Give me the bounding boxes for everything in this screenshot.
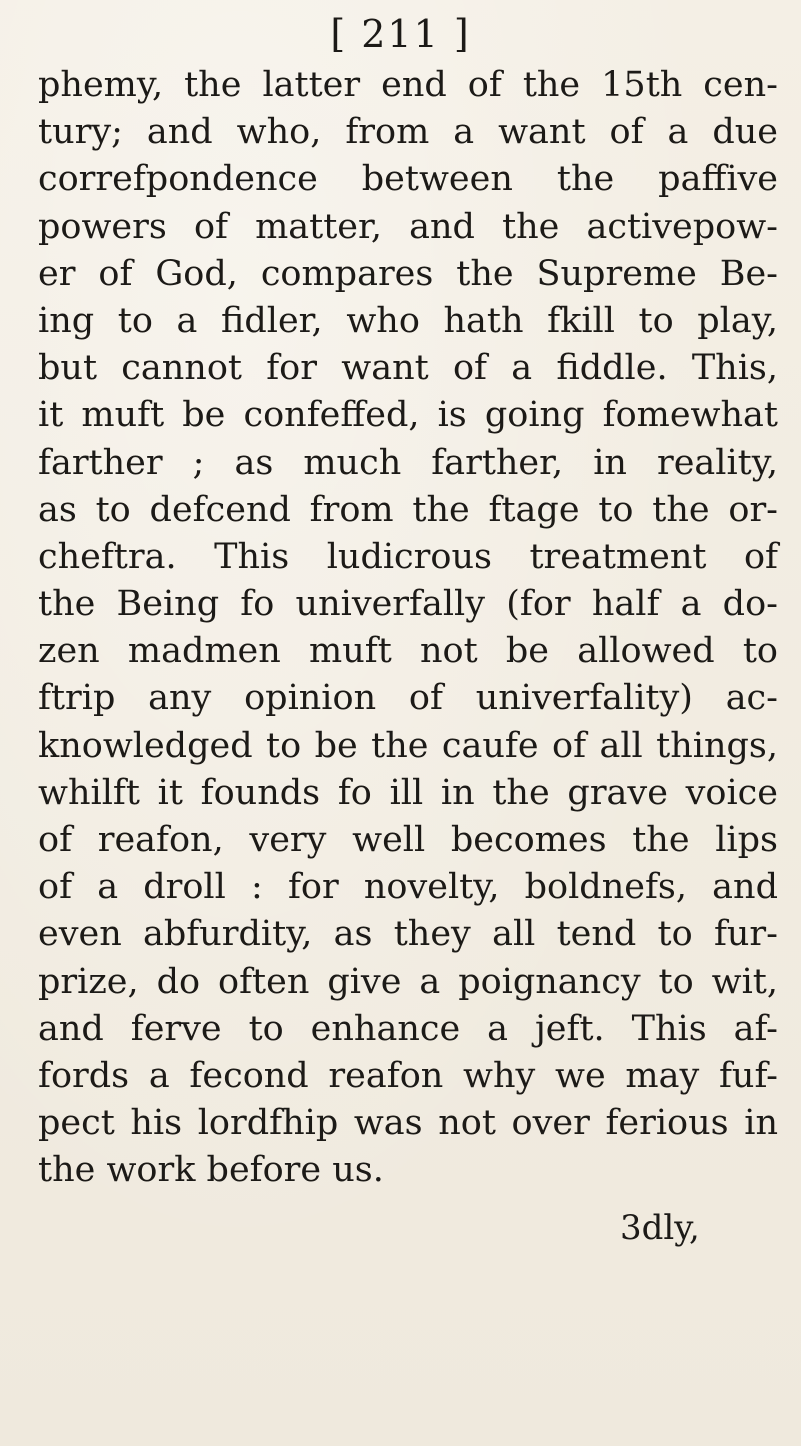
text-line: correfpondence between the paffive	[38, 159, 778, 200]
text-line: powers of matter, and the activepow-	[38, 206, 778, 247]
text-line: prize, do often give a poignancy to wit,	[38, 961, 778, 1002]
text-line: of a droll : for novelty, boldnefs, and	[38, 867, 778, 908]
text-line: but cannot for want of a fiddle. This,	[38, 348, 778, 389]
text-line: even abfurdity, as they all tend to fur-	[38, 914, 778, 955]
catchword: 3dly,	[620, 1208, 700, 1248]
text-line: tury; and who, from a want of a due	[38, 112, 778, 153]
text-line: it muft be confeffed, is going fomewhat	[38, 395, 778, 436]
text-line: farther ; as much farther, in reality,	[38, 442, 778, 483]
text-line: whilft it founds fo ill in the grave voice	[38, 772, 778, 813]
text-line: phemy, the latter end of the 15th cen-	[38, 65, 778, 105]
text-line: the Being fo univerfally (for half a do-	[38, 584, 778, 625]
text-line: ftrip any opinion of univerfality) ac-	[38, 678, 778, 719]
body-text	[38, 62, 778, 1195]
text-line: cheftra. This ludicrous treatment of	[38, 536, 778, 577]
text-line: ing to a fidler, who hath fkill to play,	[38, 300, 778, 341]
text-line: of reafon, very well becomes the lips	[38, 820, 778, 860]
text-line: er of God, compares the Supreme Be-	[38, 253, 778, 294]
text-line: zen madmen muft not be allowed to	[38, 631, 778, 672]
text-line: knowledged to be the caufe of all things,	[38, 725, 778, 766]
text-line-last: the work before us.	[38, 1150, 384, 1191]
text-line: and ferve to enhance a jeft. This af-	[38, 1008, 778, 1049]
text-line: fords a fecond reafon why we may fuf-	[38, 1055, 778, 1096]
page-number: [ 211 ]	[330, 12, 471, 56]
text-line: as to defcend from the ftage to the or-	[38, 489, 778, 530]
text-line: pect his lordfhip was not over ferious in	[38, 1103, 778, 1144]
